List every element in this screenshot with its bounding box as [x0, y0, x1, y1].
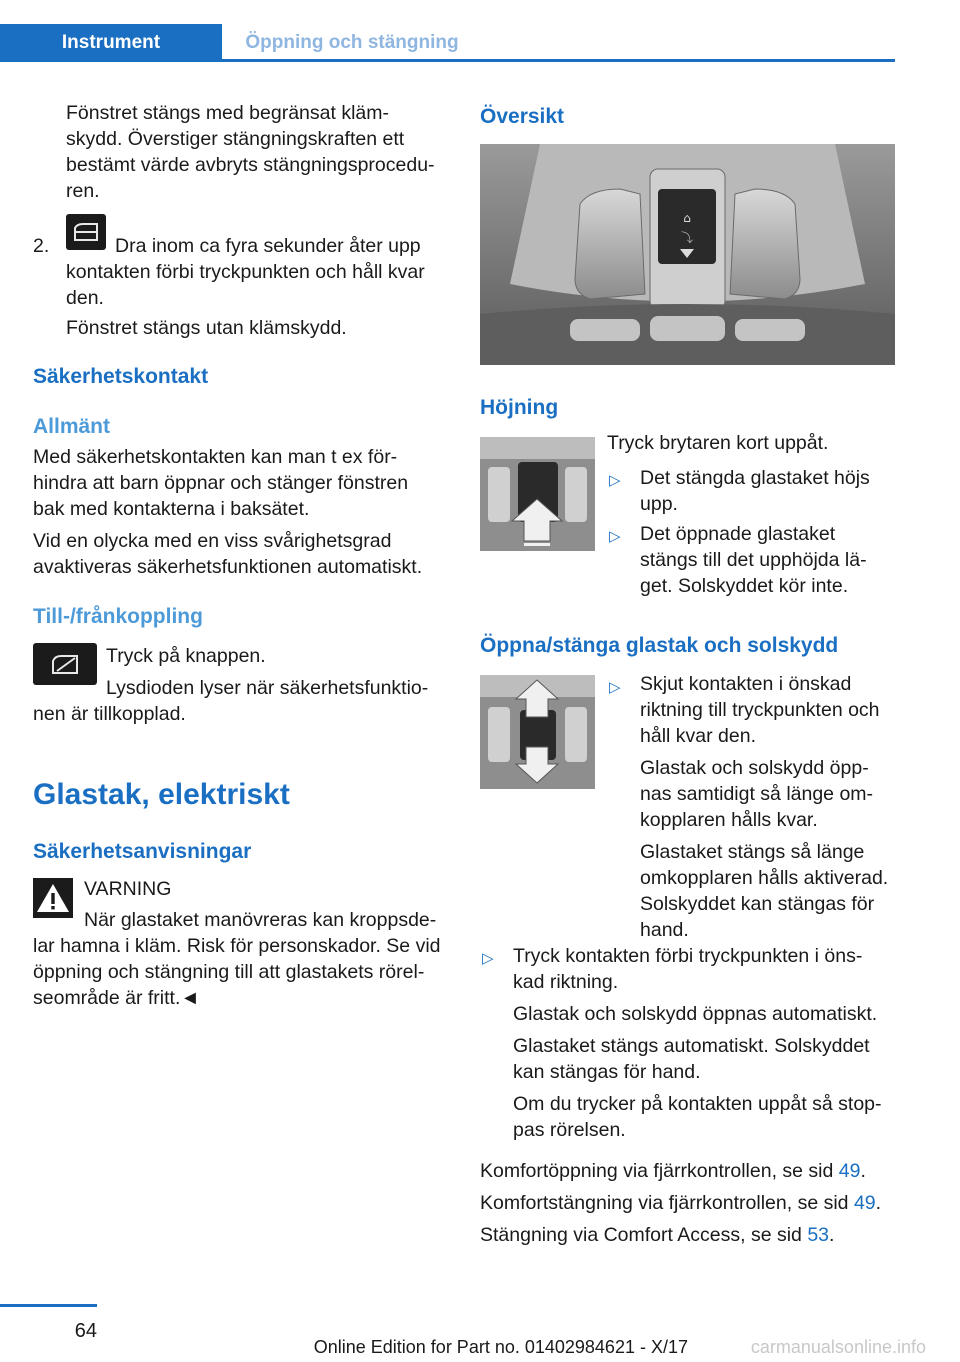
text-line: hindra att barn öppnar och stänger fönstren: [33, 472, 409, 494]
text-line: upp.: [640, 493, 678, 515]
heading-toggle: Till-/frånkoppling: [33, 605, 203, 628]
text-line: Glastak och solskydd öpp-: [640, 757, 869, 779]
text-line: Med säkerhetskontakten kan man t ex för-: [33, 446, 398, 468]
child-lock-button-icon: [33, 643, 97, 685]
text-line: lar hamna i kläm. Risk för personskador. Se vid: [33, 935, 441, 957]
general-paragraph: [33, 444, 422, 580]
page-link-49[interactable]: 49: [853, 1192, 876, 1214]
open-close-switch-photo: [480, 675, 595, 789]
heading-raise: Höjning: [480, 396, 559, 419]
tab-instrument[interactable]: Instrument: [0, 24, 222, 62]
text-line: öppning och stängning till att glastakets rörel-: [33, 961, 425, 983]
text-line: Glastaket stängs automatiskt. Solskyddet: [513, 1035, 870, 1057]
text-line: Vid en olycka med en viss svårighetsgrad: [33, 530, 392, 552]
intro-paragraph: [66, 100, 435, 204]
text-line: kad riktning.: [513, 971, 619, 993]
reference-comfort-closing: [480, 1190, 881, 1216]
text-line: omkopplaren hålls aktiverad.: [640, 867, 889, 889]
page-link-49[interactable]: 49: [838, 1160, 861, 1182]
text-line: Fönstret stängs med begränsat kläm-: [66, 102, 389, 124]
step2-text: [66, 259, 425, 311]
raise-instruction: Tryck brytaren kort uppåt.: [607, 432, 829, 454]
tab-opening-closing[interactable]: Öppning och stängning: [245, 32, 459, 53]
text-line: ren.: [66, 180, 100, 202]
heading-safety-switch: Säkerhetskontakt: [33, 365, 209, 388]
page-link-53[interactable]: 53: [807, 1224, 830, 1246]
period: .: [860, 1160, 866, 1182]
period: .: [829, 1224, 835, 1246]
edition-text: Online Edition for Part no. 01402984621 - X/17: [313, 1337, 688, 1357]
header-rule: [222, 59, 895, 62]
text-line: Tryck kontakten förbi tryckpunkten i öns-: [513, 945, 863, 967]
text-line: Det stängda glastaket höjs: [640, 467, 870, 489]
warning-text: [33, 933, 441, 1011]
heading-glass-roof: Glastak, elektriskt: [33, 778, 290, 811]
reference-text: Komfortöppning via fjärrkontrollen, se sid: [480, 1160, 839, 1182]
text-line: Om du trycker på kontakten uppåt så stop-: [513, 1093, 882, 1115]
roof-console-photo: [480, 144, 895, 365]
text-line: riktning till tryckpunkten och: [640, 699, 880, 721]
text-line: bestämt värde avbryts stängningsprocedu-: [66, 154, 435, 176]
reference-comfort-opening: [480, 1158, 866, 1184]
text-line: nas samtidigt så länge om-: [640, 783, 874, 805]
svg-text:⤵: ⤵: [680, 231, 694, 245]
text-line: den.: [66, 287, 104, 309]
window-switch-icon: [66, 214, 106, 250]
raise-bullet-1: [640, 465, 870, 517]
heading-safety-notes: Säkerhetsanvisningar: [33, 840, 252, 863]
text-line: kan stängas för hand.: [513, 1061, 701, 1083]
heading-general: Allmänt: [33, 415, 111, 438]
toggle-line2: Lysdioden lyser när säkerhetsfunktio-: [106, 677, 429, 699]
text-line: hand.: [640, 919, 689, 941]
heading-open-close: Öppna/stänga glastak och solskydd: [480, 634, 839, 657]
warning-title: VARNING: [84, 878, 172, 900]
text-line: Glastaket stängs så länge: [640, 841, 865, 863]
period: .: [875, 1192, 882, 1214]
text-line: Glastak och solskydd öppnas automatiskt.: [513, 1003, 878, 1025]
text-line: bak med kontakterna i baksätet.: [33, 498, 310, 520]
bullet-icon: ▷: [609, 679, 621, 696]
text-line: Det öppnade glastaket: [640, 523, 836, 545]
text-line: kontakten förbi tryckpunkten och håll kvar: [66, 261, 425, 283]
svg-text:⌂: ⌂: [683, 211, 691, 225]
reference-comfort-access: [480, 1222, 834, 1248]
heading-overview: Översikt: [480, 105, 565, 128]
warning-icon: [33, 878, 73, 918]
step2-result: Fönstret stängs utan klämskydd.: [66, 317, 347, 339]
text-line: avaktiveras säkerhetsfunktionen automatiskt.: [33, 556, 423, 578]
watermark: carmanualsonline.info: [750, 1337, 926, 1357]
text-line: stängs till det upphöjda lä-: [640, 549, 867, 571]
raise-switch-photo: [480, 437, 595, 551]
text-line: seområde är fritt.◄: [33, 987, 200, 1009]
page-number: 64: [74, 1320, 97, 1342]
step2-line1: Dra inom ca fyra sekunder åter upp: [115, 235, 421, 257]
bullet-icon: ▷: [609, 472, 621, 489]
reference-text: Komfortstängning via fjärrkontrollen, se sid: [480, 1192, 854, 1214]
text-line: Skjut kontakten i önskad: [640, 673, 852, 695]
text-line: kopplaren hålls kvar.: [640, 809, 818, 831]
bullet-icon: ▷: [482, 950, 494, 967]
reference-text: Stängning via Comfort Access, se sid: [480, 1224, 808, 1246]
bullet-icon: ▷: [609, 528, 621, 545]
warning-line1: När glastaket manövreras kan kroppsde-: [84, 909, 437, 931]
text-line: get. Solskyddet kör inte.: [640, 575, 849, 597]
open-close-bullet-1: [640, 671, 888, 943]
text-line: håll kvar den.: [640, 725, 756, 747]
footer-rule: [0, 1304, 97, 1307]
toggle-line1: Tryck på knappen.: [106, 645, 266, 667]
raise-bullet-2: [640, 521, 867, 599]
open-close-bullet-2: [513, 943, 882, 1143]
step-number: 2.: [33, 235, 50, 257]
text-line: Solskyddet kan stängas för: [640, 893, 875, 915]
toggle-line3: nen är tillkopplad.: [33, 703, 186, 725]
text-line: skydd. Överstiger stängningskraften ett: [66, 128, 405, 150]
text-line: pas rörelsen.: [513, 1119, 626, 1141]
